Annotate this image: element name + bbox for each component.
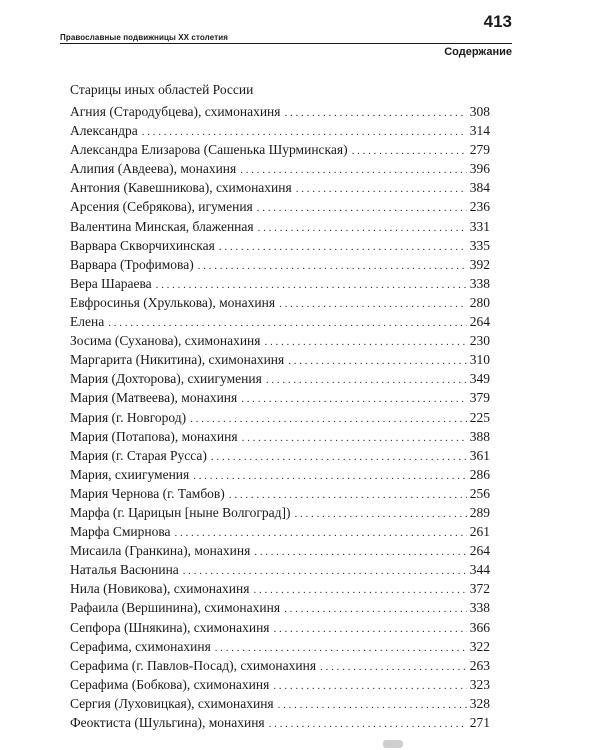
toc-entry	[70, 656, 490, 675]
dot-leader	[242, 429, 467, 448]
toc-entry-page: 230	[469, 333, 490, 349]
toc-entry-title: Александра	[70, 123, 138, 139]
toc-entry	[70, 637, 490, 656]
dot-leader	[211, 448, 467, 467]
dot-leader	[257, 199, 467, 218]
toc-entry-page: 396	[469, 161, 490, 177]
dot-leader	[253, 581, 466, 600]
toc-entry-page: 388	[469, 428, 490, 444]
toc-entry-title: Варвара Скворчихинская	[70, 237, 215, 253]
toc-entry-page: 261	[469, 524, 490, 540]
toc-entry-page: 323	[469, 676, 490, 692]
toc-entry-page: 289	[469, 504, 490, 520]
toc-entry	[70, 446, 490, 465]
toc-entry-page: 263	[469, 657, 490, 673]
toc-entry-page: 280	[469, 294, 490, 310]
toc-entry	[70, 713, 490, 732]
toc-entry-title: Мария (г. Старая Русса)	[70, 447, 207, 463]
dot-leader	[241, 390, 467, 409]
toc-entry-title: Валентина Минская, блаженная	[70, 218, 254, 234]
toc-entry-title: Рафаила (Вершинина), схимонахиня	[70, 600, 281, 616]
toc-entry-page: 331	[469, 218, 490, 234]
toc-entry	[70, 312, 490, 331]
toc-entry-title: Серафима, схимонахиня	[70, 638, 211, 654]
toc-entry-title: Маргарита (Никитина), схимонахиня	[70, 352, 285, 368]
toc-entry	[70, 217, 490, 236]
toc-entry-title: Мария, схиигумения	[70, 466, 190, 482]
toc-entry-page: 225	[469, 409, 490, 425]
toc-entry-title: Серафима (г. Павлов-Посад), схимонахиня	[70, 657, 317, 673]
toc-entry-title: Агния (Стародубцева), схимонахиня	[70, 104, 281, 119]
dot-leader	[193, 467, 467, 486]
toc-entry	[70, 350, 490, 369]
dot-leader	[274, 620, 467, 639]
toc-entry	[70, 388, 490, 407]
toc-entry	[70, 293, 490, 312]
toc-entry	[70, 618, 490, 637]
dot-leader	[269, 715, 467, 734]
dot-leader	[264, 333, 466, 352]
toc-entry-title: Мария (Матвеева), монахиня	[70, 390, 238, 406]
toc-entry-page: 366	[469, 619, 490, 635]
toc-entry-page: 338	[469, 600, 490, 616]
toc-entry	[70, 522, 490, 541]
toc-entry-page: 236	[469, 199, 490, 215]
toc-entry-page: 392	[469, 256, 490, 272]
toc-entry-page: 344	[469, 562, 490, 578]
dot-leader	[295, 505, 467, 524]
toc-entry-title: Мария (Дохторова), схиигумения	[70, 371, 262, 387]
toc-heading: Старицы иных областей России	[70, 82, 254, 97]
dot-leader	[288, 352, 467, 371]
table-of-contents	[70, 78, 490, 732]
toc-entry	[70, 140, 490, 159]
page-number: 413	[483, 12, 512, 31]
toc-entry	[70, 541, 490, 560]
toc-entry	[70, 197, 490, 216]
dot-leader	[296, 180, 467, 199]
toc-entry	[70, 503, 490, 522]
toc-entry-title: Нила (Новикова), схимонахиня	[70, 581, 250, 597]
toc-entry	[70, 560, 490, 579]
toc-entry-page: 384	[469, 180, 490, 196]
toc-entry	[70, 579, 490, 598]
toc-entry-page: 308	[469, 104, 490, 119]
header-rule	[60, 43, 512, 44]
toc-entry-page: 264	[469, 543, 490, 559]
toc-entry	[70, 236, 490, 255]
dot-leader	[284, 104, 466, 123]
toc-entry-title: Наталья Васюнина	[70, 562, 179, 578]
dot-leader	[352, 142, 467, 161]
toc-entry-title: Марфа Смирнова	[70, 524, 171, 540]
section-label: Содержание	[444, 46, 512, 58]
toc-entry-title: Вера Шараева	[70, 275, 152, 291]
toc-entry-title: Серафима (Бобкова), схимонахиня	[70, 676, 270, 692]
toc-entry	[70, 369, 490, 388]
toc-entry	[70, 102, 490, 121]
toc-entry-page: 338	[469, 275, 490, 291]
toc-entry	[70, 121, 490, 140]
dot-leader	[273, 677, 466, 696]
toc-entry-page: 271	[469, 715, 490, 730]
toc-entry	[70, 178, 490, 197]
toc-entry-title: Марфа (г. Царицын [ныне Волгоград])	[70, 504, 291, 520]
toc-entry-page: 286	[469, 466, 490, 482]
toc-entry	[70, 274, 490, 293]
toc-entry	[70, 484, 490, 503]
dot-leader	[266, 371, 467, 390]
toc-entry-page: 264	[469, 314, 490, 330]
toc-entry	[70, 465, 490, 484]
toc-entry	[70, 159, 490, 178]
toc-entry	[70, 675, 490, 694]
toc-entry	[70, 694, 490, 713]
running-title: Православные подвижницы XX столетия	[60, 33, 229, 42]
toc-entry-title: Алипия (Авдеева), монахиня	[70, 161, 237, 177]
dot-leader	[258, 219, 467, 238]
toc-entry-page: 372	[469, 581, 490, 597]
toc-entry-page: 279	[469, 142, 490, 158]
toc-entry-title: Мария Чернова (г. Тамбов)	[70, 485, 225, 501]
toc-entry	[70, 598, 490, 617]
toc-entry-page: 328	[469, 695, 490, 711]
page-edge-mark	[383, 740, 403, 748]
toc-entry-page: 361	[469, 447, 490, 463]
toc-entry	[70, 331, 490, 350]
dot-leader	[219, 238, 467, 257]
toc-entry-page: 314	[469, 123, 490, 139]
toc-entry-title: Евфросинья (Хрулькова), монахиня	[70, 294, 276, 310]
toc-list	[70, 102, 490, 732]
toc-entry-title: Сепфора (Шнякина), схимонахиня	[70, 619, 270, 635]
toc-entry-title: Антония (Кавешникова), схимонахиня	[70, 180, 292, 196]
toc-entry-title: Мария (г. Новгород)	[70, 409, 187, 425]
dot-leader	[254, 543, 466, 562]
toc-entry-title: Феоктиста (Шульгина), монахиня	[70, 715, 265, 730]
toc-entry	[70, 427, 490, 446]
dot-leader	[320, 658, 467, 677]
dot-leader	[278, 696, 467, 715]
dot-leader	[198, 257, 467, 276]
toc-entry-page: 256	[469, 485, 490, 501]
toc-entry-page: 379	[469, 390, 490, 406]
toc-entry-page: 322	[469, 638, 490, 654]
toc-entry-page: 349	[469, 371, 490, 387]
toc-entry-page: 310	[469, 352, 490, 368]
toc-entry-title: Варвара (Трофимова)	[70, 256, 194, 272]
toc-entry-title: Зосима (Суханова), схимонахиня	[70, 333, 261, 349]
toc-entry-title: Арсения (Себрякова), игумения	[70, 199, 253, 215]
toc-entry	[70, 255, 490, 274]
toc-entry-title: Сергия (Луховицкая), схимонахиня	[70, 695, 274, 711]
toc-entry-page: 335	[469, 237, 490, 253]
toc-entry-title: Александра Елизарова (Сашенька Шурминская)	[70, 142, 348, 158]
toc-entry-title: Мисаила (Гранкина), монахиня	[70, 543, 251, 559]
dot-leader	[279, 295, 467, 314]
toc-entry	[70, 408, 490, 427]
toc-entry-title: Мария (Потапова), монахиня	[70, 428, 238, 444]
toc-entry-title: Елена	[70, 314, 105, 330]
dot-leader	[284, 600, 467, 619]
